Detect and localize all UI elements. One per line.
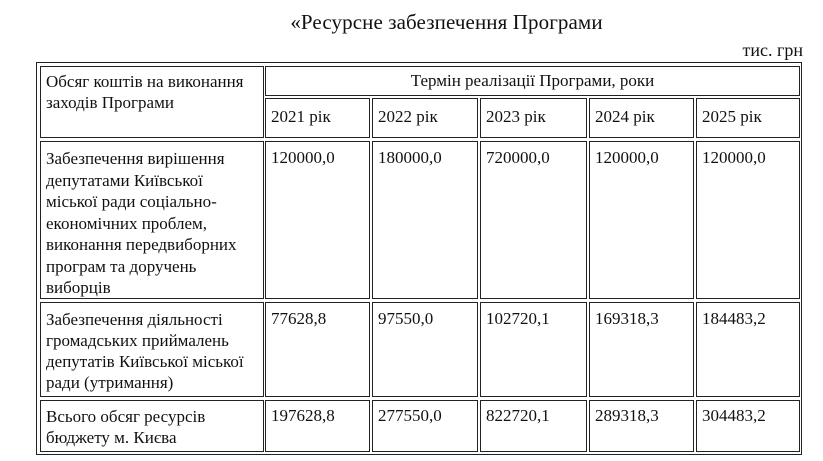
- row-value: 180000,0: [372, 141, 478, 299]
- row-label: Забезпечення діяльності громадських приймалень депутатів Київської міської ради (утримання): [40, 302, 264, 397]
- year-header-2021: 2021 рік: [265, 98, 370, 138]
- year-header-2024: 2024 рік: [589, 98, 694, 138]
- year-header-2023: 2023 рік: [480, 98, 587, 138]
- row-value: 97550,0: [372, 302, 478, 397]
- total-value: 197628,8: [265, 400, 370, 452]
- document-title: «Ресурсне забезпечення Програми: [290, 10, 603, 34]
- total-value: 277550,0: [372, 400, 478, 452]
- row-value: 120000,0: [265, 141, 370, 299]
- year-header-2022: 2022 рік: [372, 98, 478, 138]
- row-value: 120000,0: [696, 141, 800, 299]
- row-value: 120000,0: [589, 141, 694, 299]
- units-label: тис. грн: [742, 40, 803, 60]
- total-label: Всього обсяг ресурсів бюджету м. Києва: [40, 400, 264, 452]
- corner-header: Обсяг коштів на виконання заходів Програми: [40, 66, 264, 138]
- resource-table: [36, 62, 802, 455]
- row-value: 169318,3: [589, 302, 694, 397]
- total-value: 304483,2: [696, 400, 800, 452]
- row-value: 720000,0: [480, 141, 587, 299]
- row-value: 184483,2: [696, 302, 800, 397]
- row-label: Забезпечення вирішення депутатами Київської міської ради соціально-економічних проблем, виконання передвиборних програм та доручень виборців: [40, 141, 264, 299]
- row-value: 77628,8: [265, 302, 370, 397]
- period-header: Термін реалізації Програми, роки: [265, 66, 800, 96]
- total-value: 289318,3: [589, 400, 694, 452]
- total-value: 822720,1: [480, 400, 587, 452]
- row-value: 102720,1: [480, 302, 587, 397]
- year-header-2025: 2025 рік: [696, 98, 800, 138]
